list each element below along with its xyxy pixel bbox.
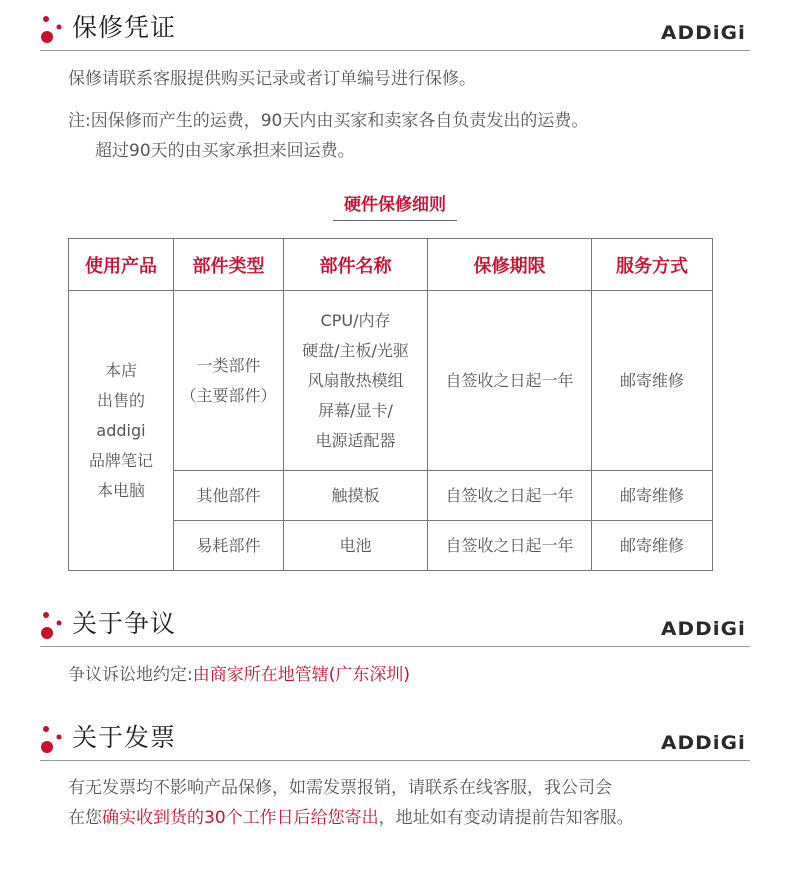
part-type-line: （主要部件）: [180, 385, 277, 405]
invoice-delivery-terms: 确实收到货的30个工作日后给您寄出: [102, 808, 379, 828]
section-dots-icon: [40, 724, 66, 754]
warranty-table: [68, 238, 713, 571]
part-name-line: CPU/内存: [320, 310, 391, 330]
product-line: addigi: [96, 420, 146, 440]
dispute-label: 争议诉讼地约定:: [68, 665, 193, 685]
dispute-jurisdiction: 由商家所在地管辖(广东深圳): [192, 665, 410, 685]
part-name-cell: 触摸板: [284, 471, 428, 521]
invoice-line2-prefix: 在您: [68, 808, 102, 828]
part-name-cell: 电池: [284, 521, 428, 571]
section-header-warranty: [40, 12, 750, 52]
section-divider: [40, 646, 750, 647]
section-divider: [40, 50, 750, 51]
section-header-invoice: [40, 722, 750, 762]
header-part-type: 部件类型: [174, 239, 284, 291]
header-product: 使用产品: [69, 239, 174, 291]
warranty-note-line1: 注:因保修而产生的运费，90天内由买家和卖家各自负责发出的运费。: [68, 111, 589, 131]
product-line: 出售的: [96, 390, 145, 410]
header-part-name: 部件名称: [284, 239, 428, 291]
section-dots-icon: [40, 610, 66, 640]
service-cell: 邮寄维修: [592, 291, 713, 471]
service-cell: 邮寄维修: [592, 521, 713, 571]
period-cell: 自签收之日起一年: [428, 471, 592, 521]
part-type-cell: [174, 291, 284, 471]
product-line: 本电脑: [96, 480, 145, 500]
product-line: 本店: [104, 360, 137, 380]
section-title-dispute: 关于争议: [72, 609, 177, 638]
addigi-logo: ADDiGi: [661, 618, 747, 640]
invoice-line2: [68, 805, 634, 831]
part-name-cell: [284, 291, 428, 471]
header-period: 保修期限: [428, 239, 592, 291]
section-dots-icon: [40, 14, 66, 44]
part-name-line: 硬盘/主板/光驱: [302, 340, 409, 360]
addigi-logo: ADDiGi: [661, 732, 747, 754]
warranty-instruction: 保修请联系客服提供购买记录或者订单编号进行保修。: [68, 69, 476, 89]
part-name-line: 电源适配器: [315, 430, 396, 450]
section-title-warranty: 保修凭证: [72, 13, 177, 42]
part-name-line: 屏幕/显卡/: [318, 400, 393, 420]
product-cell: [69, 291, 174, 571]
dispute-text: [68, 662, 410, 688]
part-type-line: 一类部件: [196, 355, 261, 375]
invoice-line2-suffix: ，地址如有变动请提前告知客服。: [378, 808, 634, 828]
warranty-note-line2: 超过90天的由买家承担来回运费。: [95, 141, 355, 161]
hardware-warranty-subtitle: 硬件保修细则: [333, 193, 457, 221]
invoice-line1: 有无发票均不影响产品保修，如需发票报销，请联系在线客服，我公司会: [68, 778, 612, 798]
section-divider: [40, 760, 750, 761]
product-line: 品牌笔记: [88, 450, 153, 470]
period-cell: 自签收之日起一年: [428, 291, 592, 471]
section-header-dispute: [40, 608, 750, 648]
service-cell: 邮寄维修: [592, 471, 713, 521]
part-name-line: 风扇散热模组: [307, 370, 404, 390]
header-service: 服务方式: [592, 239, 713, 291]
table-row: [69, 291, 713, 471]
part-type-cell: 易耗部件: [174, 521, 284, 571]
addigi-logo: ADDiGi: [661, 22, 747, 44]
period-cell: 自签收之日起一年: [428, 521, 592, 571]
section-title-invoice: 关于发票: [72, 723, 177, 752]
part-type-cell: 其他部件: [174, 471, 284, 521]
table-header-row: [69, 239, 713, 291]
